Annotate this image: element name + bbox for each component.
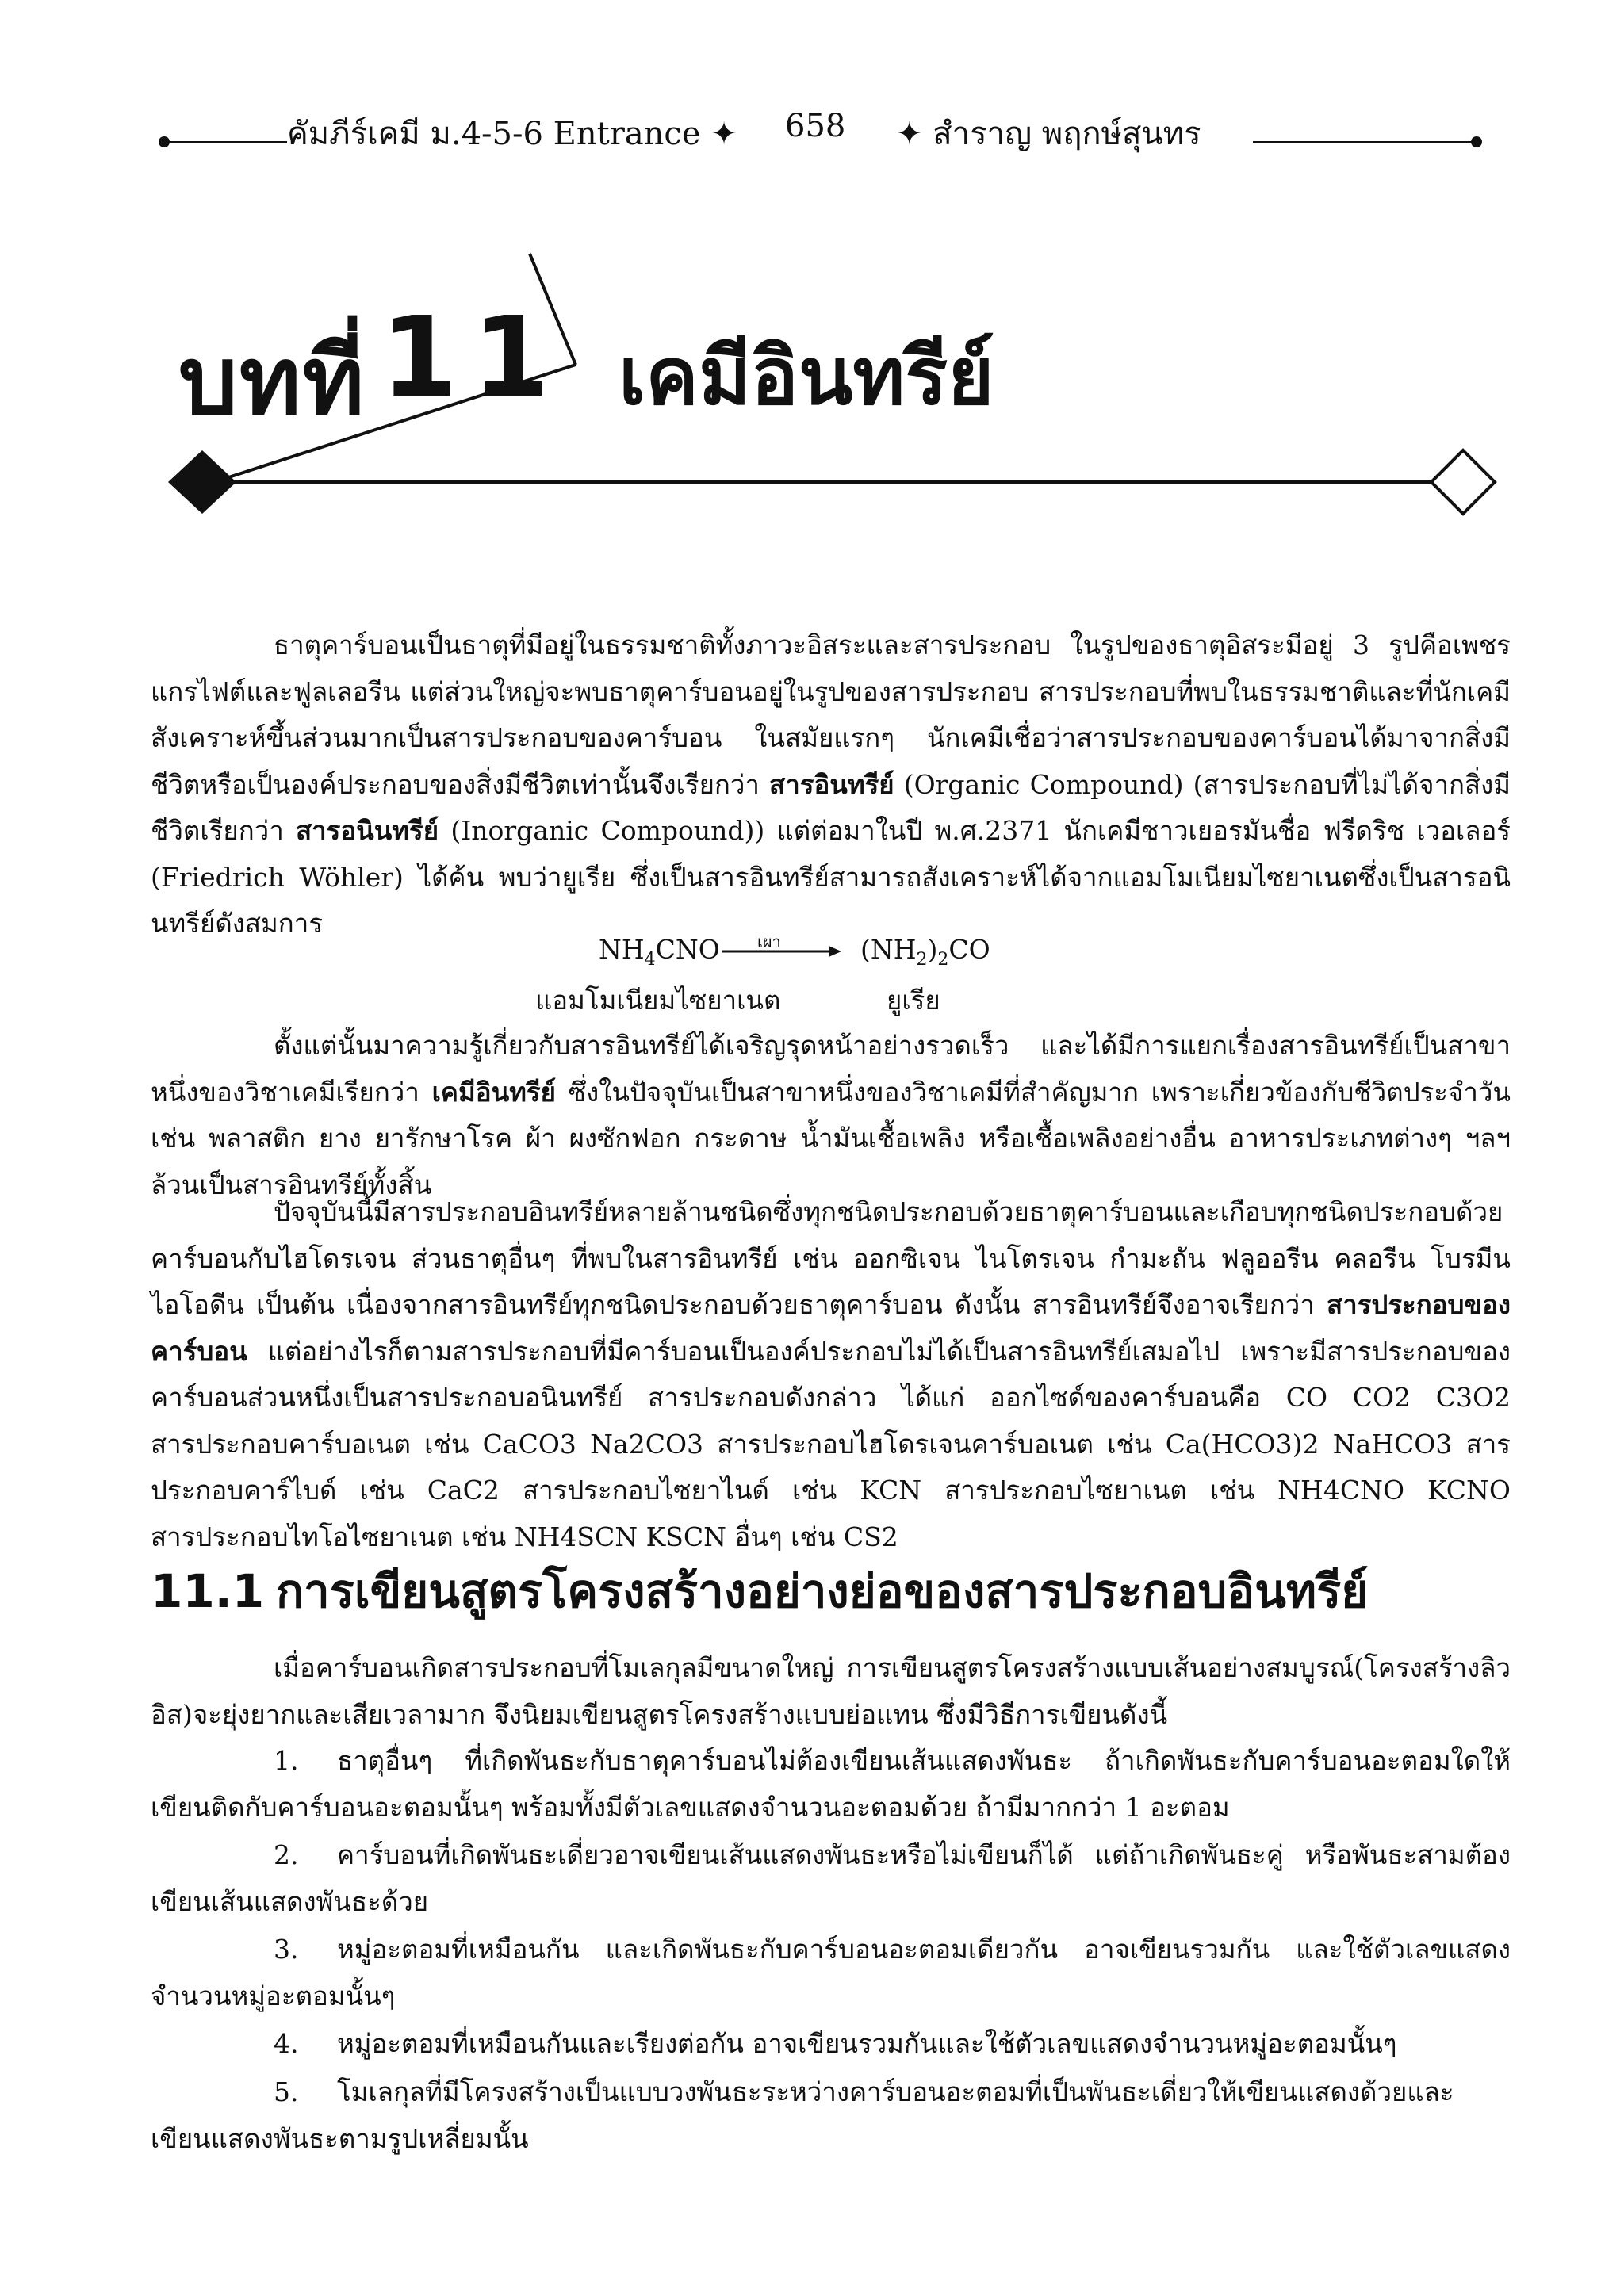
term-organic-chemistry: เคมีอินทรีย์ (431, 1076, 556, 1108)
chapter-number: 11 (381, 293, 564, 423)
equation-arrow (718, 936, 845, 959)
header-right-dot (1471, 136, 1482, 147)
section-intro: เมื่อคาร์บอนเกิดสารประกอบที่โมเลกุลมีขนาดใหญ่ การเขียนสูตรโครงสร้างแบบเส้นอย่างสมบูรณ์(โครงสร้างลิวอิส)จะยุ่งยากและเสียเวลามาก จึงนิยมเขียนสูตรโครงสร้างแบบย่อแทน ซึ่งมีวิธีการเขียนดังนี้ (151, 1652, 1511, 1730)
equation-reactant-name: แอมโมเนียมไซยาเนต (535, 985, 781, 1016)
rule-item: 5. โมเลกุลที่มีโครงสร้างเป็นแบบวงพันธะระหว่างคาร์บอนอะตอมที่เป็นพันธะเดี่ยวให้เขียนแสดงด้วยและเขียนแสดงพันธะตามรูปเหลี่ยมนั้น (151, 2076, 1454, 2154)
rule-item: 4. หมู่อะตอมที่เหมือนกันและเรียงต่อกัน อาจเขียนรวมกันและใช้ตัวเลขแสดงจำนวนหมู่อะตอมนั้นๆ (274, 2028, 1397, 2059)
section-number: 11.1 (151, 1564, 265, 1618)
header-right-text: ✦ สำราญ พฤกษ์สุนทร (896, 116, 1201, 152)
paragraph-organic-chemistry: ตั้งแต่นั้นมาความรู้เกี่ยวกับสารอินทรีย์ได้เจริญรุดหน้าอย่างรวดเร็ว และได้มีการแยกเรื่องสารอินทรีย์เป็นสาขาหนึ่งของวิชาเคมีเรียกว่า เคมีอินทรีย์ ซึ่งในปัจจุบันเป็นสาขาหนึ่งของวิชาเคมีที่สำคัญมาก เพราะเกี่ยวข้องกับชีวิตประจำวัน เช่น พลาสติก ยาง ยารักษาโรค ผ้า ผงซักฟอก กระดาษ น้ำมันเชื้อเพลิง หรือเชื้อเพลิงอย่างอื่น อาหารประเภทต่างๆ ฯลฯ ล้วนเป็นสารอินทรีย์ทั้งสิ้น (151, 1030, 1511, 1200)
equation-product: $(NH_2)_2CO$ (860, 934, 990, 970)
paragraph-carbon-compounds: ปัจจุบันนี้มีสารประกอบอินทรีย์หลายล้านชนิดซึ่งทุกชนิดประกอบด้วยธาตุคาร์บอนและเกือบทุกชนิดประกอบด้วยคาร์บอนกับไฮโดรเจน ส่วนธาตุอื่นๆ ที่พบในสารอินทรีย์ เช่น ออกซิเจน ไนโตรเจน กำมะถัน ฟลูออรีน คลอรีน โบรมีน ไอโอดีน เป็นต้น เนื่องจากสารอินทรีย์ทุกชนิดประกอบด้วยธาตุคาร์บอน ดังนั้น สารอินทรีย์จึงอาจเรียกว่า สารประกอบของคาร์บอน แต่อย่างไรก็ตามสารประกอบที่มีคาร์บอนเป็นองค์ประกอบไม่ได้เป็นสารอินทรีย์เสมอไป เพราะมีสารประกอบของคาร์บอนส่วนหนึ่งเป็นสารประกอบอนินทรีย์ สารประกอบดังกล่าว ได้แก่ ออกไซด์ของคาร์บอนคือ CO CO2 C3O2 สารประกอบคาร์บอเนต เช่น CaCO3 Na2CO3 สารประกอบไฮโดรเจนคาร์บอเนต เช่น Ca(HCO3)2 NaHCO3 สารประกอบคาร์ไบด์ เช่น CaC2 สารประกอบไซยาไนด์ เช่น KCN สารประกอบไซยาเนต เช่น NH4CNO KCNO สารประกอบไทโอไซยาเนต เช่น NH4SCN KSCN อื่นๆ เช่น CS2 (151, 1196, 1511, 1552)
chapter-title: เคมีอินทรีย์ (619, 330, 994, 423)
header-right-rule (1253, 141, 1475, 144)
rule-item: 3. หมู่อะตอมที่เหมือนกัน และเกิดพันธะกับคาร์บอนอะตอมเดียวกัน อาจเขียนรวมกัน และใช้ตัวเลขแสดงจำนวนหมู่อะตอมนั้นๆ (151, 1934, 1511, 2011)
section-title: การเขียนสูตรโครงสร้างอย่างย่อของสารประกอบอินทรีย์ (276, 1564, 1369, 1618)
term-inorganic: สารอนินทรีย์ (295, 815, 439, 846)
chapter-word: บทที่ (178, 326, 366, 435)
equation-reactant: $NH_4CNO$ (599, 934, 720, 970)
term-organic: สารอินทรีย์ (769, 768, 894, 800)
intro-paragraph: ธาตุคาร์บอนเป็นธาตุที่มีอยู่ในธรรมชาติทั้งภาวะอิสระและสารประกอบ ในรูปของธาตุอิสระมีอยู่ 3 รูปคือเพชร แกรไฟต์และฟูลเลอรีน แต่ส่วนใหญ่จะพบธาตุคาร์บอนอยู่ในรูปของสารประกอบ สารประกอบที่พบในธรรมชาติและที่นักเคมีสังเคราะห์ขึ้นส่วนมากเป็นสารประกอบของคาร์บอน ในสมัยแรกๆ นักเคมีเชื่อว่าสารประกอบของคาร์บอนได้มาจากสิ่งมีชีวิตหรือเป็นองค์ประกอบของสิ่งมีชีวิตเท่านั้นจึงเรียกว่า สารอินทรีย์ (Organic Compound) (สารประกอบที่ไม่ได้จากสิ่งมีชีวิตเรียกว่า สารอนินทรีย์ (Inorganic Compound)) แต่ต่อมาในปี พ.ศ.2371 นักเคมีชาวเยอรมันชื่อ ฟรีดริช เวอเลอร์ (Friedrich Wöhler) ได้ค้น พบว่ายูเรีย ซึ่งเป็นสารอินทรีย์สามารถสังเคราะห์ได้จากแอมโมเนียมไซยาเนตซึ่งเป็นสารอนินทรีย์ดังสมการ (151, 629, 1511, 939)
rule-item: 1. ธาตุอื่นๆ ที่เกิดพันธะกับธาตุคาร์บอนไม่ต้องเขียนเส้นแสดงพันธะ ถ้าเกิดพันธะกับคาร์บอนอะตอมใดให้เขียนติดกับคาร์บอนอะตอมนั้นๆ พร้อมทั้งมีตัวเลขแสดงจำนวนอะตอมด้วย ถ้ามีมากกว่า 1 อะตอม (151, 1745, 1511, 1823)
term-carbon-compounds: สารประกอบของคาร์บอน (151, 1289, 1511, 1367)
rule-item: 2. คาร์บอนที่เกิดพันธะเดี่ยวอาจเขียนเส้นแสดงพันธะหรือไม่เขียนก็ได้ แต่ถ้าเกิดพันธะคู่ หรือพันธะสามต้องเขียนเส้นแสดงพันธะด้วย (151, 1839, 1511, 1917)
equation-arrow-label: เผา (757, 932, 781, 951)
equation-product-name: ยูเรีย (887, 985, 940, 1016)
header-page-number: 658 (785, 108, 846, 144)
header-left-rule (164, 141, 287, 144)
header-left-text: คัมภีร์เคมี ม.4-5-6 Entrance ✦ (287, 116, 737, 152)
section-heading (151, 1554, 1368, 1628)
